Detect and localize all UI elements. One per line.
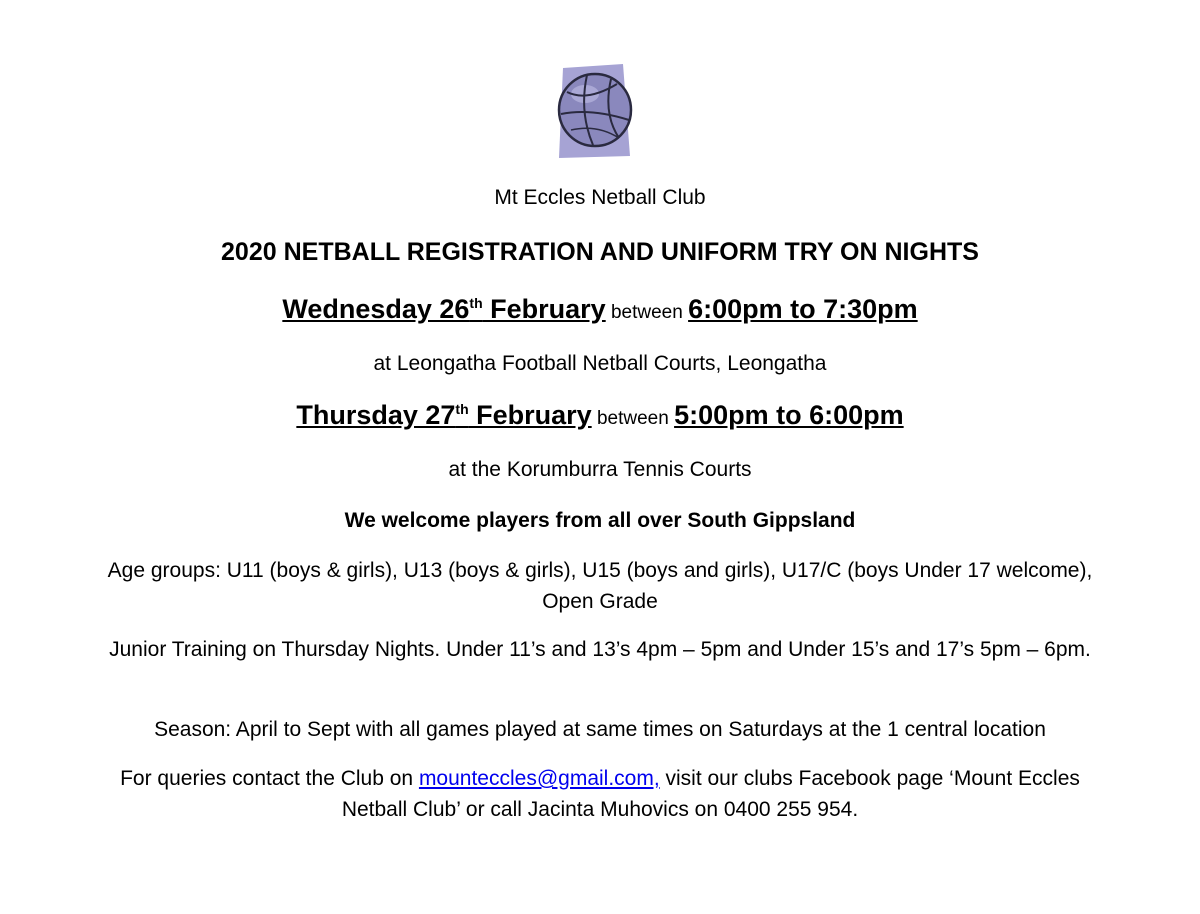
event-day-suffix: th (455, 401, 469, 417)
contact-prefix: For queries contact the Club on (120, 767, 419, 790)
event-venue-2: at the Korumburra Tennis Courts (448, 458, 752, 481)
event-month: February (468, 400, 592, 430)
event-time: 6:00pm to 7:30pm (688, 294, 918, 324)
age-groups-text: Age groups: U11 (boys & girls), U13 (boys & girls), U15 (boys and girls), U17/C (boys Under 17 welcome), Open Grade (107, 559, 1093, 613)
training-text: Junior Training on Thursday Nights. Under 11’s and 13’s 4pm – 5pm and Under 15’s and 17’s 5pm – 6pm. (109, 638, 1091, 661)
page-title: 2020 NETBALL REGISTRATION AND UNIFORM TRY ON NIGHTS (221, 238, 979, 266)
email-link[interactable]: mounteccles@gmail.com, (418, 767, 660, 790)
club-name: Mt Eccles Netball Club (494, 186, 706, 209)
event-venue-1: at Leongatha Football Netball Courts, Leongatha (373, 352, 827, 375)
contact-suffix: visit our clubs Facebook page ‘Mount Eccles Netball Club’ or call Jacinta Muhovics on 0400 255 954. (341, 767, 1080, 821)
event-month: February (482, 294, 606, 324)
event-time: 5:00pm to 6:00pm (674, 400, 904, 430)
event-day: Thursday 27 (296, 400, 456, 430)
welcome-text: We welcome players from all over South Gippsland (344, 509, 856, 532)
contact-text (100, 763, 1100, 825)
between-word: between (596, 408, 669, 429)
event-date-line-1 (0, 294, 1200, 325)
between-word: between (610, 302, 683, 323)
event-day: Wednesday 26 (282, 294, 470, 324)
event-date (282, 294, 605, 324)
event-date-line-2 (0, 400, 1200, 431)
event-date (296, 400, 591, 430)
event-day-suffix: th (469, 295, 483, 311)
season-text: Season: April to Sept with all games played at same times on Saturdays at the 1 central location (154, 718, 1046, 741)
netball-icon (557, 62, 635, 158)
netball-logo (557, 62, 635, 158)
